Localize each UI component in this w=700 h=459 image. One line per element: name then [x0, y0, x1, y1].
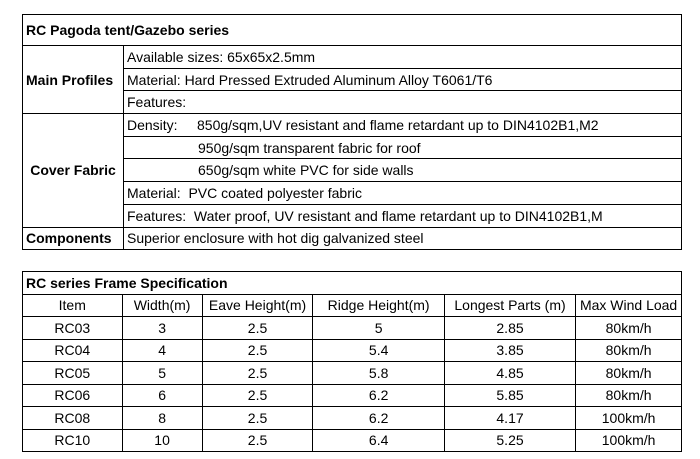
table-cell: 2.5	[202, 317, 313, 340]
table-cell: 80km/h	[576, 362, 682, 385]
table-cell: 3.85	[444, 339, 575, 362]
table-cell: RC03	[23, 317, 123, 340]
table-cell: 6.2	[313, 384, 444, 407]
table-cell: 80km/h	[576, 339, 682, 362]
table-row	[23, 317, 682, 340]
table-cell: 2.5	[202, 429, 313, 452]
column-header: Width(m)	[122, 294, 202, 317]
table-cell: RC05	[23, 362, 123, 385]
table-cell: RC04	[23, 339, 123, 362]
spec-value: Available sizes: 65x65x2.5mm	[124, 46, 682, 69]
spec-table-title: RC Pagoda tent/Gazebo series	[23, 15, 682, 46]
table-cell: 3	[122, 317, 202, 340]
column-header: Ridge Height(m)	[313, 294, 444, 317]
frame-spec-table	[22, 271, 682, 452]
spec-value: Features: Water proof, UV resistant and flame retardant up to DIN4102B1,M	[124, 204, 682, 227]
table-row	[23, 429, 682, 452]
spec-value: Material: PVC coated polyester fabric	[124, 182, 682, 205]
table-cell: 6	[122, 384, 202, 407]
table-row	[23, 46, 682, 69]
table-cell: 5.85	[444, 384, 575, 407]
table-cell: 5.4	[313, 339, 444, 362]
column-header: Longest Parts (m)	[444, 294, 575, 317]
spec-value: 650g/sqm white PVC for side walls	[124, 159, 682, 182]
table-cell: 2.5	[202, 362, 313, 385]
table-cell: 100km/h	[576, 407, 682, 430]
table-cell: 8	[122, 407, 202, 430]
table-cell: 10	[122, 429, 202, 452]
table-cell: 5.25	[444, 429, 575, 452]
table-cell: RC08	[23, 407, 123, 430]
column-header: Max Wind Load	[576, 294, 682, 317]
main-profiles-label: Main Profiles	[23, 46, 124, 114]
table-title-row	[23, 15, 682, 46]
table-header-row	[23, 294, 682, 317]
table-cell: 4	[122, 339, 202, 362]
table-cell: 5	[122, 362, 202, 385]
table-cell: 2.85	[444, 317, 575, 340]
spec-value: Features:	[124, 91, 682, 114]
column-header: Eave Height(m)	[202, 294, 313, 317]
table-cell: 80km/h	[576, 384, 682, 407]
table-cell: 80km/h	[576, 317, 682, 340]
table-row	[23, 339, 682, 362]
spec-value: Density: 850g/sqm,UV resistant and flame retardant up to DIN4102B1,M2	[124, 114, 682, 137]
table-cell: 2.5	[202, 339, 313, 362]
components-label: Components	[23, 227, 124, 250]
table-row	[23, 362, 682, 385]
table-cell: RC10	[23, 429, 123, 452]
spec-value: Superior enclosure with hot dig galvanized steel	[124, 227, 682, 250]
product-spec-table	[22, 14, 682, 250]
table-cell: 2.5	[202, 384, 313, 407]
table-cell: 6.2	[313, 407, 444, 430]
table-cell: 5.8	[313, 362, 444, 385]
table-row	[23, 384, 682, 407]
table-cell: 4.17	[444, 407, 575, 430]
table-cell: 4.85	[444, 362, 575, 385]
table-title-row	[23, 272, 682, 295]
table-cell: 2.5	[202, 407, 313, 430]
table-row	[23, 407, 682, 430]
table-cell: 6.4	[313, 429, 444, 452]
table-cell: 5	[313, 317, 444, 340]
spec-value: 950g/sqm transparent fabric for roof	[124, 136, 682, 159]
frame-table-title: RC series Frame Specification	[23, 272, 682, 295]
table-row	[23, 114, 682, 137]
table-row	[23, 227, 682, 250]
table-cell: 100km/h	[576, 429, 682, 452]
column-header: Item	[23, 294, 123, 317]
cover-fabric-label: Cover Fabric	[23, 114, 124, 227]
spec-value: Material: Hard Pressed Extruded Aluminum Alloy T6061/T6	[124, 68, 682, 91]
table-cell: RC06	[23, 384, 123, 407]
